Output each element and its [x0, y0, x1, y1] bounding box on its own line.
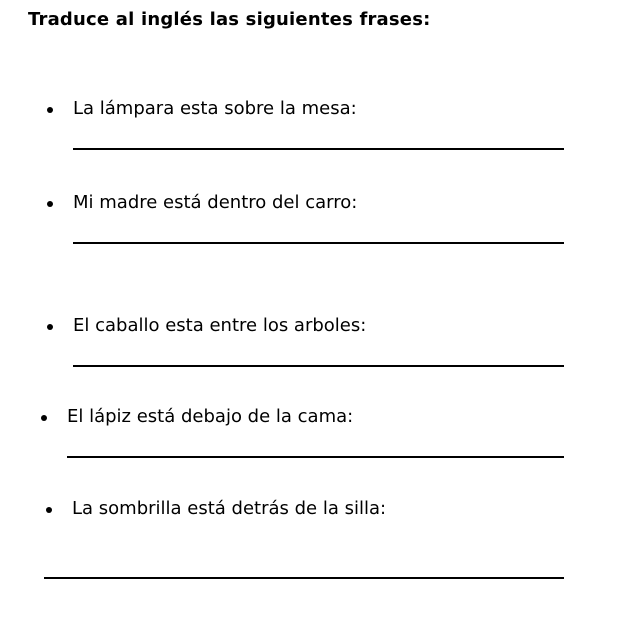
bullet-icon: [47, 201, 53, 207]
sentence-3: El caballo esta entre los arboles:: [73, 315, 367, 336]
bullet-icon: [46, 507, 52, 513]
worksheet-title: Traduce al inglés las siguientes frases:: [28, 9, 431, 30]
bullet-icon: [47, 107, 53, 113]
answer-line-2[interactable]: [73, 242, 564, 244]
sentence-4: El lápiz está debajo de la cama:: [67, 406, 354, 427]
sentence-2: Mi madre está dentro del carro:: [73, 192, 358, 213]
bullet-icon: [41, 415, 47, 421]
sentence-1: La lámpara esta sobre la mesa:: [73, 98, 357, 119]
answer-line-3[interactable]: [73, 365, 564, 367]
sentence-5: La sombrilla está detrás de la silla:: [72, 498, 387, 519]
bullet-icon: [47, 324, 53, 330]
answer-line-4[interactable]: [67, 456, 564, 458]
answer-line-5[interactable]: [44, 577, 564, 579]
answer-line-1[interactable]: [73, 148, 564, 150]
